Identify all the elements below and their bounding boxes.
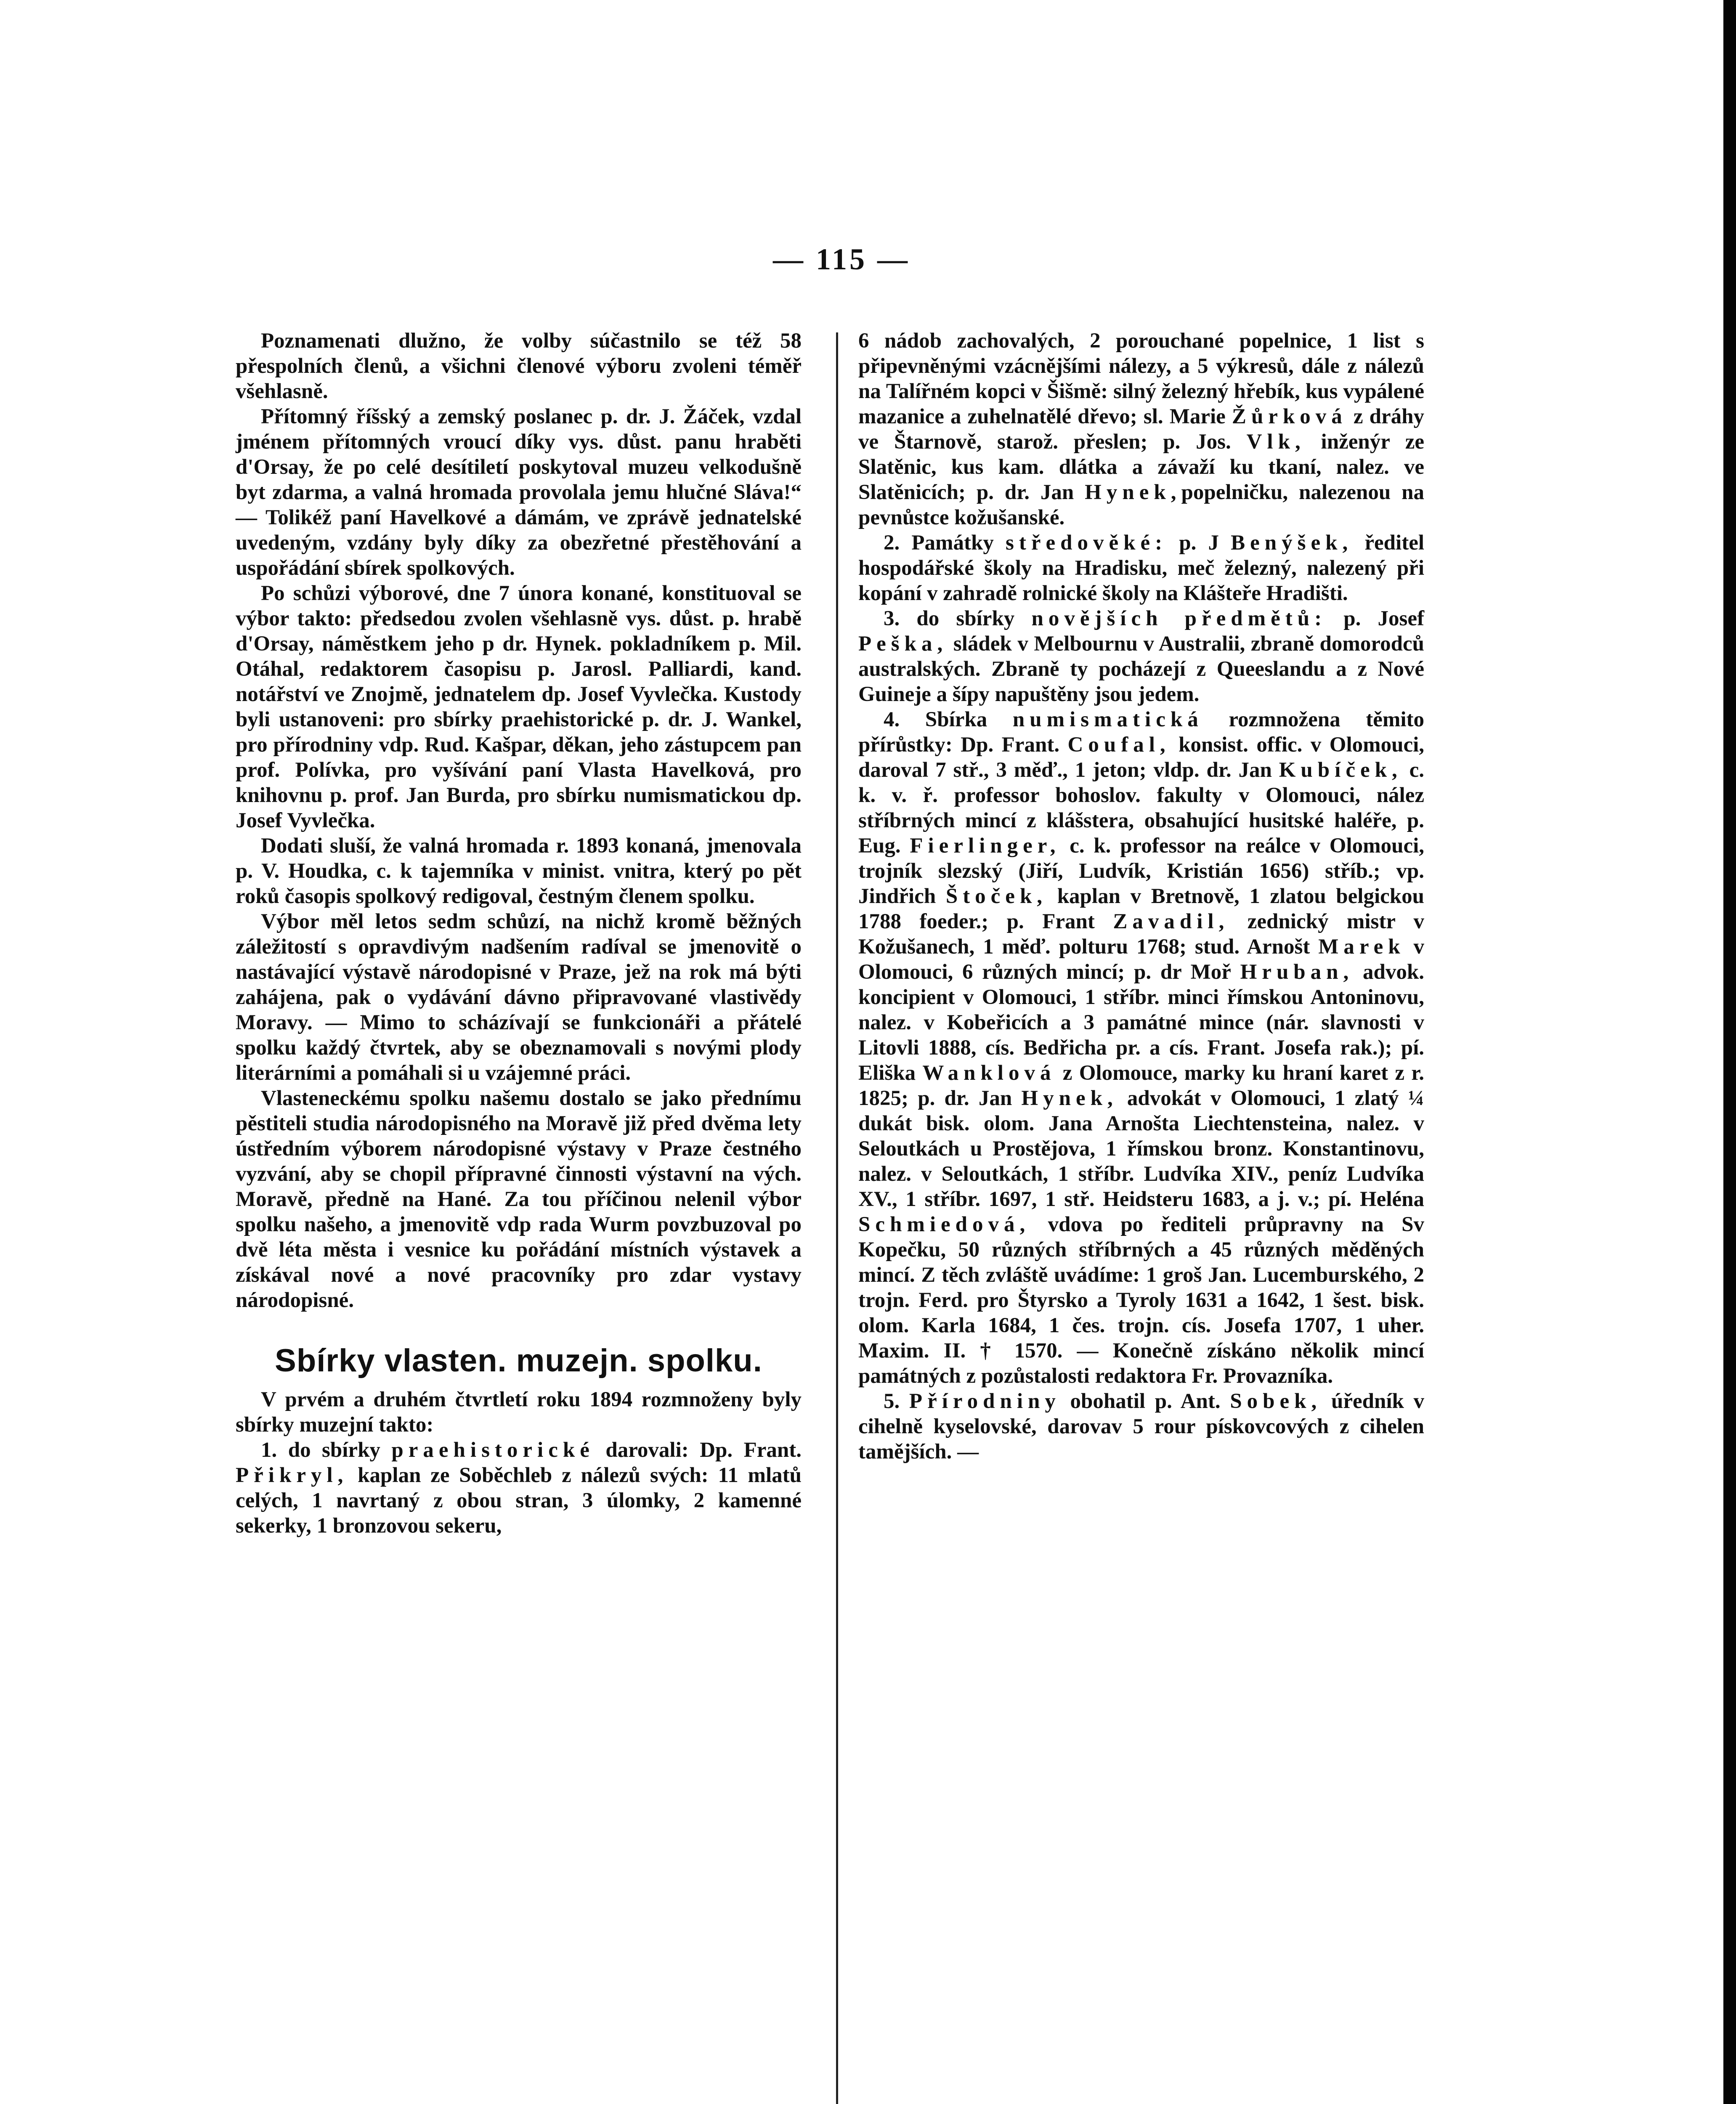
item4-lead: 4. Sbírka [884, 708, 987, 731]
item1-cont-text-a: 6 nádob zachovalých, 2 porouchané popelnice, 1 list s připevněnými vzácnějšími nálezy, a 5 výkresů, dále z nálezů na Talířném kopci v Šišmě: silný železný hřebík, kus vypálené mazanice a zuhelnatělé dřevo; sl. Marie [858, 329, 1424, 428]
collections-item-5 [858, 1389, 1424, 1464]
collections-item-1-continued [858, 328, 1424, 530]
item4-text-c: konsist. offic. v Olomouci, daroval 7 stř., 3 měď., 1 jeton; vldp. dr. Jan [858, 733, 1425, 782]
donor-name-schmiedova: Schmiedová, [858, 1213, 1030, 1236]
donor-name-fierlinger: Fierlinger, [910, 834, 1061, 858]
item2-text-b: p. J [1179, 531, 1219, 555]
item2-spaced-word: středověké: [1006, 531, 1168, 555]
item1-lead: 1. do sbírky [261, 1438, 380, 1462]
item4-text-d: c. k. v. ř. professor bohoslov. fakulty v Olomouci, nález stříbrných mincí z klášstera, obsahující husitské haléře, p. Eug. [858, 758, 1425, 858]
donor-name-peska: Peška, [858, 632, 948, 656]
item5-text-c: úředník v cihelně kyselovské, darovav 5 rour pískovcových z cihelen tamějších. — [858, 1389, 1425, 1464]
item4-text-b: rozmnožena těmito přírůstky: Dp. Frant. [858, 708, 1424, 757]
paragraph-honorary-member: Dodati sluší, že valná hromada r. 1893 konaná, jmenovala p. V. Houdka, c. k tajemníka v minist. vnitra, který po pět roků časopis spolkový redigoval, čestným členem spolku. [236, 834, 802, 908]
item4-text-g: zednický mistr v Kožušanech, 1 měď. polturu 1768; stud. Arnošt [858, 910, 1425, 959]
donor-name-stocek: Štoček, [945, 885, 1048, 908]
collections-item-4 [858, 707, 1424, 1389]
donor-name-zavadil: Zavadil, [1113, 910, 1229, 933]
item1-donor-name: Přikryl, [236, 1464, 348, 1487]
item4-text-f: kaplan v Bretnově, 1 zlatou belgickou 1788 foeder.; p. Frant [858, 885, 1425, 933]
donor-name-wanklova: Wanklová [922, 1061, 1056, 1085]
collections-item-3 [858, 606, 1424, 707]
collections-item-2 [858, 530, 1424, 606]
donor-name-kubicek: Kubíček, [1279, 758, 1402, 782]
item1-mid: darovali: Dp. Frant. [605, 1438, 802, 1462]
item4-text-j: z Olomouce, marky ku hraní karet z r. 1825; p. dr. Jan [858, 1061, 1425, 1110]
item4-text-k: advokát v Olomouci, 1 zlatý ¼ dukát bisk. olom. Jana Arnošta Liechtensteina, nalez. v Seloutkách u Prostějova, 1 římskou bronz. Konstantinovu, nalez. v Seloutkách, 1 stříbr. Ludvíka XIV., peníz Ludvíka XV., 1 stříbr. 1697, 1 stř. Heidsteru 1683, a j. v.; pí. Heléna [858, 1087, 1424, 1211]
column-divider [836, 332, 838, 2104]
item1-cont-text-b: z dráhy ve Štarnově, starož. přeslen; p. Jos. [858, 405, 1424, 454]
item2-text-c: ředitel hospodářské školy na Hradisku, meč železný, nalezený při kopání v zahradě rolnické školy na Klášteře Hradišti. [858, 531, 1425, 605]
item1-cont-text-c: inženýr ze Slatěnic, kus kam. dlátka a závaží ku tkaní, nalez. ve Slatěnicích; p. dr. Jan [858, 430, 1425, 504]
item5-lead: 5. [884, 1389, 900, 1413]
item3-lead: 3. do sbírky [884, 607, 1015, 630]
paragraph-exhibition: Vlasteneckému spolku našemu dostalo se jako přednímu pěstiteli studia národopisného na Moravě již před dvěma lety ústředním výborem národopisné výstavy v Praze čestného vyzvání, aby se chopil přípravné činnosti výstavní na vých. Moravě, předně na Hané. Za tou příčinou nelenil výbor spolku našeho, a jmenovitě vdp rada Wurm povzbuzoval po dvě léta města i vesnice ku pořádání místních výstavek a získával nové a nové pracovníky pro zdar vystavy národopisné. [236, 1087, 802, 1312]
item4-text-h: v Olomouci, 6 různých mincí; p. dr Moř [858, 935, 1425, 984]
paragraph-committee: Po schůzi výborové, dne 7 února konané, konstituoval se výbor takto: předsedou zvolen všehlasně vys. důst. p. hrabě d'Orsay, náměstkem jeho p dr. Hynek. pokladníkem p. Mil. Otáhal, redaktorem časopisu p. Jarosl. Palliardi, kand. notářství ve Znojmě, jednatelem dp. Josef Vyvlečka. Kustody byli ustanoveni: pro sbírky praehistorické p. dr. J. Wankel, pro přírodniny vdp. Rud. Kašpar, děkan, jeho zástupcem pan prof. Polívka, pro vyšívání paní Vlasta Havelková, pro knihovnu p. prof. Jan Burda, pro sbírku numismatickou dp. Josef Vyvlečka. [236, 582, 802, 832]
collections-item-1 [236, 1437, 802, 1538]
item3-text-c: sládek v Melbournu v Australii, zbraně domorodců australských. Zbraně ty pocházejí z Queeslandu a z Nové Guineje a šípy napuštěny jsou jedem. [858, 632, 1424, 706]
page-number: — 115 — [772, 242, 910, 276]
item4-text-i: advok. koncipient v Olomouci, 1 stříbr. minci římskou Antoninovu, nalez. v Kobeřicích a 3 památné mince (nár. slavnosti v Litovli 1888, cís. Bedřicha pr. a cís. Frant. Josefa rak.); pí. Eliška [858, 960, 1425, 1085]
item1-cont-text-d: popelničku, nalezenou na pevnůstce kožušanské. [858, 481, 1424, 529]
paragraph-meetings: Výbor měl letos sedm schůzí, na nichž kromě běžných záležitostí s opravdivým nadšením radíval se jmenovitě o nastávající výstavě národopisné v Praze, jež na rok má býti zahájena, pak o vydávání dávno připravované vlastivědy Moravy. — Mimo to scházívají se funkcionáři a přátelé spolku každý čtvrtek, aby se obeznamovali s novými plody literárními a pomáhali si u vzájemné práci. [236, 910, 802, 1085]
donor-name-benysek: Benýšek, [1231, 531, 1353, 555]
donor-name-zurkova: Žůrková [1232, 405, 1347, 428]
item4-text-l: vdova po řediteli průpravny na Sv Kopečku, 50 různých stříbrných a 45 různých měděných mincí. Z těch zvláště uvádíme: 1 groš Jan. Lucemburského, 2 trojn. Ferd. pro Štyrsko a Tyroly 1631 a 1642, 1 šest. bisk. olom. Karla 1684, 1 čes. trojn. cís. Josefa 1707, 1 uher. Maxim. II. † 1570. — Konečně získáno několik mincí památných z pozůstalosti redaktora Fr. Provazníka. [858, 1213, 1424, 1388]
item1-spaced-word: praehistorické [391, 1438, 595, 1462]
right-column [858, 328, 1424, 1464]
donor-name-hynek-2: Hynek, [1021, 1087, 1118, 1110]
item4-spaced-word: numismatická [1012, 708, 1203, 731]
item3-spaced-word: novějších předmětů: [1031, 607, 1327, 630]
item5-text-b: obohatil p. Ant. [1070, 1389, 1221, 1413]
section-title: Sbírky vlasten. muzejn. spolku. [275, 1343, 762, 1379]
item3-text-b: p. Josef [1343, 607, 1425, 630]
donor-name-hruban: Hruban, [1240, 960, 1354, 984]
item4-text-e: c. k. professor na reálce v Olomouci, trojník slezský (Jiří, Ludvík, Kristián 1656) stříb.; vp. Jindřich [858, 834, 1425, 908]
scan-edge-right [1723, 0, 1736, 2104]
donor-name-vlk: Vlk, [1246, 430, 1306, 454]
item2-lead: 2. Památky [884, 531, 994, 555]
paragraph-elections: Poznamenati dlužno, že volby súčastnilo se též 58 přespolních členů, a všichni členové výboru zvoleni téměř všehlasně. [236, 329, 802, 403]
item5-spaced-word: Přírodniny [909, 1389, 1061, 1413]
donor-name-sobek: Sobek, [1230, 1389, 1322, 1413]
donor-name-hynek: Hynek, [1085, 481, 1181, 504]
donor-name-coufal: Coufal, [1067, 733, 1171, 757]
item1-rest: kaplan ze Soběchleb z nálezů svých: 11 mlatů celých, 1 navrtaný z obou stran, 3 úlomky, 2 kamenné sekerky, 1 bronzovou sekeru, [236, 1464, 802, 1538]
left-column [236, 328, 802, 1538]
donor-name-marek: Marek [1318, 935, 1405, 959]
collections-intro: V prvém a druhém čtvrtletí roku 1894 rozmnoženy byly sbírky muzejní takto: [236, 1388, 802, 1437]
paragraph-thanks: Přítomný říšský a zemský poslanec p. dr. J. Žáček, vzdal jménem přítomných vroucí díky vys. důst. panu hraběti d'Orsay, že po celé desítiletí poskytoval muzeu velkodušně byt zdarma, a valná hromada provolala jemu hlučné Sláva!“ — Tolikéž paní Havelkové a dámám, ve zprávě jednatelské uvedeným, vzdány byly díky za obezřetné přestěhování a uspořádání sbírek spolkových. [236, 405, 802, 580]
